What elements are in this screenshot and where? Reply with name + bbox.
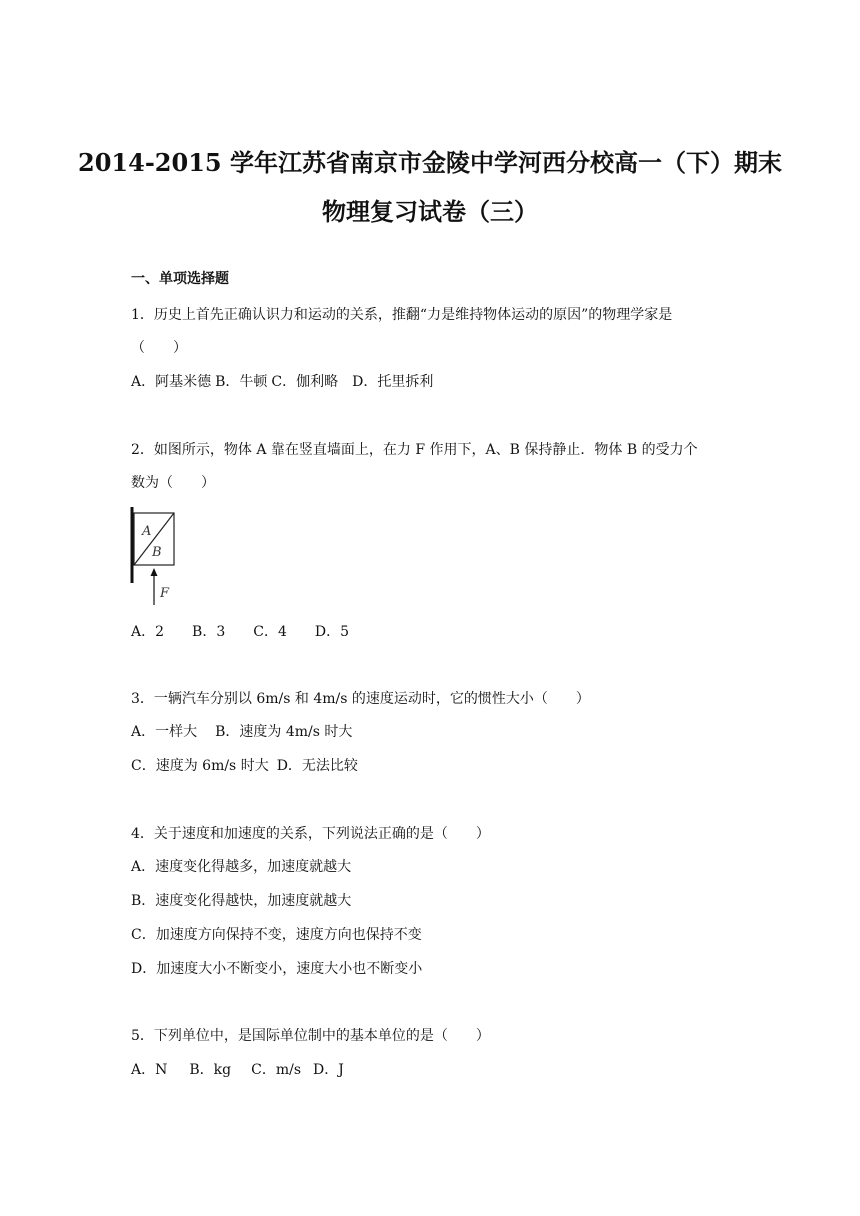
question-1-stem-line-2: （ ） (131, 340, 187, 356)
question-4-option-d: D．加速度大小不断变小，速度大小也不断变小 (131, 961, 423, 977)
option-b: B．3 (192, 624, 226, 640)
option-a: A．2 (131, 624, 165, 640)
question-2-stem-line-1: 2．如图所示，物体 A 靠在竖直墙面上，在力 F 作用下，A、B 保持静止．物体 B 的受力个 (131, 442, 698, 458)
question-4-stem: 4．关于速度和加速度的关系，下列说法正确的是（ ） (131, 826, 490, 842)
question-5-stem: 5．下列单位中，是国际单位制中的基本单位的是（ ） (131, 1028, 490, 1044)
option-c: C．4 (253, 624, 287, 640)
question-4-option-c: C．加速度方向保持不变，速度方向也保持不变 (131, 927, 422, 943)
force-arrow-head (151, 568, 158, 576)
question-5-options (131, 1059, 344, 1079)
option-c: C．速度为 6m/s 时大 (131, 758, 269, 774)
question-2-stem-line-2: 数为（ ） (131, 475, 215, 491)
option-c: C．伽利略 (271, 374, 339, 390)
option-d: D．J (313, 1062, 344, 1078)
force-diagram (128, 505, 188, 607)
question-1-options (131, 371, 433, 391)
option-c: C．m/s (251, 1062, 301, 1078)
label-f: F (160, 586, 170, 601)
option-b: B．牛顿 (215, 374, 268, 390)
page-title-line-2: 物理复习试卷（三） (322, 197, 538, 226)
option-d: D．无法比较 (276, 758, 358, 774)
question-1-stem-line-1: 1．历史上首先正确认识力和运动的关系，推翻“力是维持物体运动的原因”的物理学家是 (131, 307, 673, 323)
option-d: D．5 (314, 624, 349, 640)
option-a: A．一样大 (131, 724, 198, 740)
question-3-options-row-2 (131, 755, 358, 775)
option-b: B．速度为 4m/s 时大 (215, 724, 353, 740)
label-b: B (152, 545, 162, 560)
option-d: D．托里拆利 (352, 374, 434, 390)
page-title-line-1: 2014-2015 学年江苏省南京市金陵中学河西分校高一（下）期末 (78, 148, 782, 177)
question-2-options (131, 621, 349, 641)
question-4-option-a: A．速度变化得越多，加速度就越大 (131, 859, 352, 875)
question-3-stem: 3．一辆汽车分别以 6m/s 和 4m/s 的速度运动时，它的惯性大小（ ） (131, 691, 590, 707)
section-heading: 一、单项选择题 (131, 271, 229, 287)
option-a: A．阿基米德 (131, 374, 212, 390)
question-4-option-b: B．速度变化得越快，加速度就越大 (131, 893, 352, 909)
option-b: B．kg (189, 1062, 232, 1078)
question-3-options-row-1 (131, 721, 352, 741)
label-a: A (142, 524, 152, 539)
option-a: A．N (131, 1062, 168, 1078)
